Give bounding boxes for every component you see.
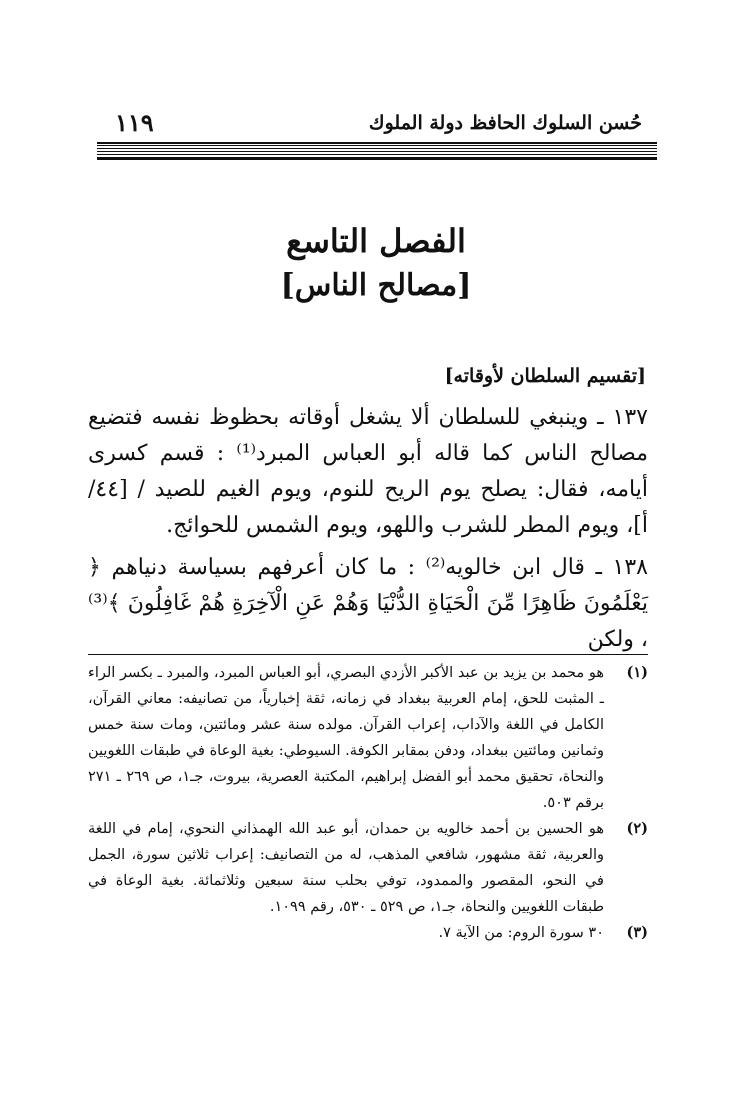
running-title: حُسن السلوك الحافظ دولة الملوك: [368, 112, 642, 134]
footnote-text: ٣٠ سورة الروم: من الآية ٧.: [438, 925, 604, 941]
footnote-number: (٢): [626, 820, 648, 837]
footnote-text: هو محمد بن يزيد بن عبد الأكبر الأزدي البصري، أبو العباس المبرد، والمبرد ـ بكسر الراء ـ المثبت للحق، إمام العربية ببغداد في زمانه، ثقة إخبارياً، من تصانيفه: معاني القرآن، الكامل في اللغة والآداب، إعراب القرآن. مولده سنة عشر ومائتين، ومات سنة خمس وثمانين ومائتين ببغداد، ودفن بمقابر الكوفة. السيوطي: بغية الوعاة في طبقات اللغويين والنحاة، تحقيق محمد أبو الفضل إبراهيم، المكتبة العصرية، بيروت، جـ١، ص ٢٦٩ ـ ٢٧١ برقم ٥٠٣.: [88, 665, 605, 811]
paragraph-138: ١٣٨ ـ قال ابن خالويه⁽²⁾ : ما كان أعرفهم بسياسة دنياهم ﴿ يَعْلَمُونَ ظَاهِرًا مِّنَ الْحَيَاةِ الدُّنْيَا وَهُمْ عَنِ الْآخِرَةِ هُمْ غَافِلُونَ ﴾⁽³⁾ ، ولكن: [88, 555, 648, 652]
footnote: [88, 920, 648, 946]
chapter-subtitle: [مصالح الناس]: [280, 268, 472, 303]
section-heading: [تقسيم السلطان لأوقاته]: [444, 365, 646, 387]
footnote: [88, 816, 648, 920]
footnote-separator: [88, 654, 648, 655]
footnote-number: (٣): [626, 924, 648, 941]
chapter-title: الفصل التاسع: [286, 222, 466, 260]
header-rule: [97, 142, 657, 160]
footnote: [88, 660, 648, 816]
footnote-number: (١): [626, 664, 648, 681]
page-number: ١١٩: [115, 108, 154, 137]
paragraph-137: ١٣٧ ـ وينبغي للسلطان ألا يشغل أوقاته بحظوظ نفسه فتضيع مصالح الناس كما قاله أبو العباس المبرد⁽¹⁾ : قسم كسرى أيامه، فقال: يصلح يوم الريح للنوم، ويوم الغيم للصيد / [٤٤/ أ]، ويوم المطر للشرب واللهو، ويوم الشمس للحوائج.: [88, 405, 649, 538]
body-text: [88, 400, 648, 658]
footnote-text: هو الحسين بن أحمد خالويه بن حمدان، أبو عبد الله الهمذاني النحوي، إمام في اللغة والعربية، ثقة مشهور، شافعي المذهب، له من التصانيف: إعراب ثلاثين سورة، الجمل في النحو، المقصور والممدود، توفي بحلب سنة سبعين وثلاثمائة. بغية الوعاة في طبقات اللغويين والنحاة، جـ١، ص ٥٢٩ ـ ٥٣٠، رقم ١٠٩٩.: [88, 821, 604, 915]
footnotes: [88, 660, 648, 946]
